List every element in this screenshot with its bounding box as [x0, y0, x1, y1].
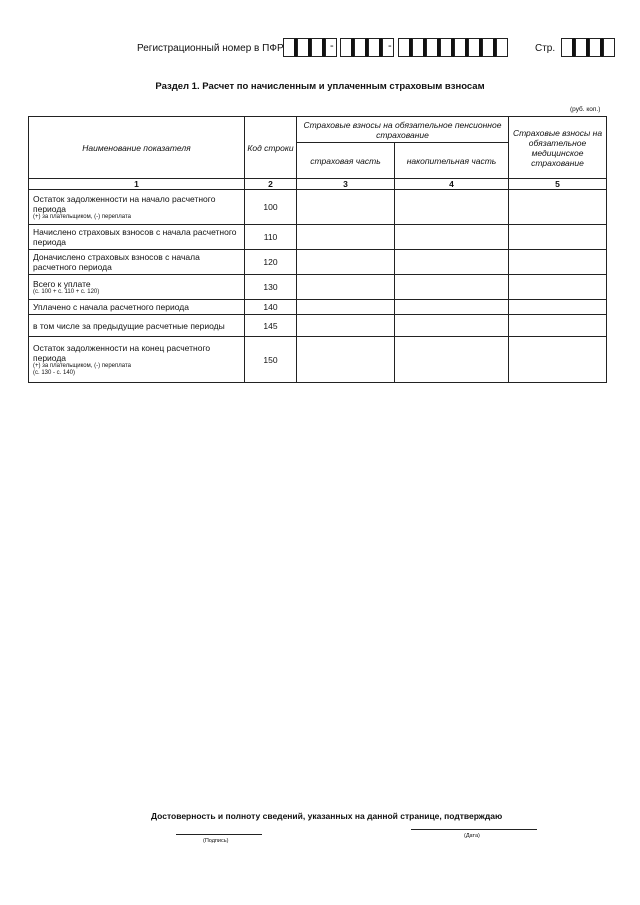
row-name: Доначислено страховых взносов с начала расчетного периода: [29, 250, 245, 275]
reg-digit-box[interactable]: [440, 38, 454, 57]
reg-digit-box[interactable]: [297, 38, 311, 57]
column-number: 1: [29, 179, 245, 190]
signature-line[interactable]: [176, 834, 262, 835]
input-cell[interactable]: [297, 315, 395, 337]
table-row: [29, 275, 607, 300]
date-line[interactable]: [411, 829, 537, 830]
row-name: Уплачено с начала расчетного периода: [29, 300, 245, 315]
reg-separator: -: [330, 40, 334, 52]
signature-caption: (Подпись): [203, 838, 229, 844]
section-title: Раздел 1. Расчет по начисленным и уплаченным страховым взносам: [155, 81, 485, 92]
input-cell[interactable]: [395, 190, 509, 225]
header-name: Наименование показателя: [29, 117, 245, 179]
reg-digit-box[interactable]: [354, 38, 368, 57]
input-cell[interactable]: [509, 337, 607, 383]
reg-digit-box[interactable]: [283, 38, 297, 57]
header-medical: Страховые взносы на обязательное медицинское страхование: [509, 117, 607, 179]
header-funded-part: накопительная часть: [395, 143, 509, 179]
input-cell[interactable]: [395, 315, 509, 337]
column-number: 4: [395, 179, 509, 190]
reg-digit-box[interactable]: [368, 38, 382, 57]
table-row: [29, 250, 607, 275]
row-note-formula: (с. 130 - с. 140): [33, 369, 76, 376]
input-cell[interactable]: [509, 190, 607, 225]
reg-number-group-3[interactable]: [398, 38, 508, 57]
row-name-text: Остаток задолженности на начало расчетного периода: [33, 193, 216, 214]
reg-number-group-2[interactable]: [340, 38, 394, 57]
input-cell[interactable]: [395, 250, 509, 275]
input-cell[interactable]: [509, 315, 607, 337]
row-code: 100: [245, 190, 297, 225]
row-name: [29, 337, 245, 383]
row-name: в том числе за предыдущие расчетные периоды: [29, 315, 245, 337]
reg-digit-box[interactable]: [398, 38, 412, 57]
column-number: 3: [297, 179, 395, 190]
row-code: 145: [245, 315, 297, 337]
reg-digit-box[interactable]: [454, 38, 468, 57]
input-cell[interactable]: [509, 250, 607, 275]
reg-digit-box[interactable]: [340, 38, 354, 57]
reg-digit-box[interactable]: [482, 38, 496, 57]
column-number: 5: [509, 179, 607, 190]
input-cell[interactable]: [509, 300, 607, 315]
input-cell[interactable]: [395, 275, 509, 300]
reg-digit-box[interactable]: [311, 38, 325, 57]
row-code: 150: [245, 337, 297, 383]
row-code: 120: [245, 250, 297, 275]
reg-digit-box[interactable]: [496, 38, 508, 57]
input-cell[interactable]: [297, 275, 395, 300]
input-cell[interactable]: [395, 300, 509, 315]
table-row: [29, 337, 607, 383]
table-row: [29, 225, 607, 250]
reg-number-group-1[interactable]: [283, 38, 337, 57]
reg-separator: -: [388, 40, 392, 52]
table-row: [29, 190, 607, 225]
reg-digit-box[interactable]: [412, 38, 426, 57]
table-row: [29, 315, 607, 337]
row-name-text: Всего к уплате: [33, 278, 91, 289]
units-label: (руб. коп.): [570, 106, 601, 113]
row-code: 110: [245, 225, 297, 250]
row-name: Начислено страховых взносов с начала расчетного периода: [29, 225, 245, 250]
row-name: [29, 190, 245, 225]
input-cell[interactable]: [297, 337, 395, 383]
reg-number-label: Регистрационный номер в ПФР: [137, 43, 284, 54]
row-note: (+) за плательщиком, (-) переплата: [33, 213, 131, 220]
input-cell[interactable]: [509, 225, 607, 250]
row-code: 130: [245, 275, 297, 300]
contributions-table: [28, 116, 607, 383]
column-number: 2: [245, 179, 297, 190]
row-note: (+) за плательщиком, (-) переплата: [33, 362, 131, 369]
column-numbers-row: [29, 179, 607, 190]
row-name-text: Остаток задолженности на конец расчетного периода: [33, 342, 211, 363]
date-caption: (Дата): [464, 833, 480, 839]
page-digit-box[interactable]: [575, 38, 589, 57]
reg-digit-box[interactable]: [468, 38, 482, 57]
row-code: 140: [245, 300, 297, 315]
input-cell[interactable]: [297, 190, 395, 225]
page-number-boxes[interactable]: [561, 38, 615, 57]
table-row: [29, 300, 607, 315]
page-digit-box[interactable]: [561, 38, 575, 57]
row-name: [29, 275, 245, 300]
header-code: Код строки: [245, 117, 297, 179]
confirmation-text: Достоверность и полноту сведений, указанных на данной странице, подтверждаю: [151, 811, 503, 821]
row-note: (с. 100 + с. 110 + с. 120): [33, 288, 100, 295]
input-cell[interactable]: [297, 225, 395, 250]
page-digit-box[interactable]: [589, 38, 603, 57]
input-cell[interactable]: [297, 250, 395, 275]
input-cell[interactable]: [297, 300, 395, 315]
input-cell[interactable]: [509, 275, 607, 300]
header-insurance-part: страховая часть: [297, 143, 395, 179]
input-cell[interactable]: [395, 225, 509, 250]
reg-digit-box[interactable]: [426, 38, 440, 57]
input-cell[interactable]: [395, 337, 509, 383]
page-number-label: Стр.: [535, 43, 556, 54]
page-digit-box[interactable]: [603, 38, 615, 57]
header-pension-group: Страховые взносы на обязательное пенсионное страхование: [297, 117, 509, 143]
